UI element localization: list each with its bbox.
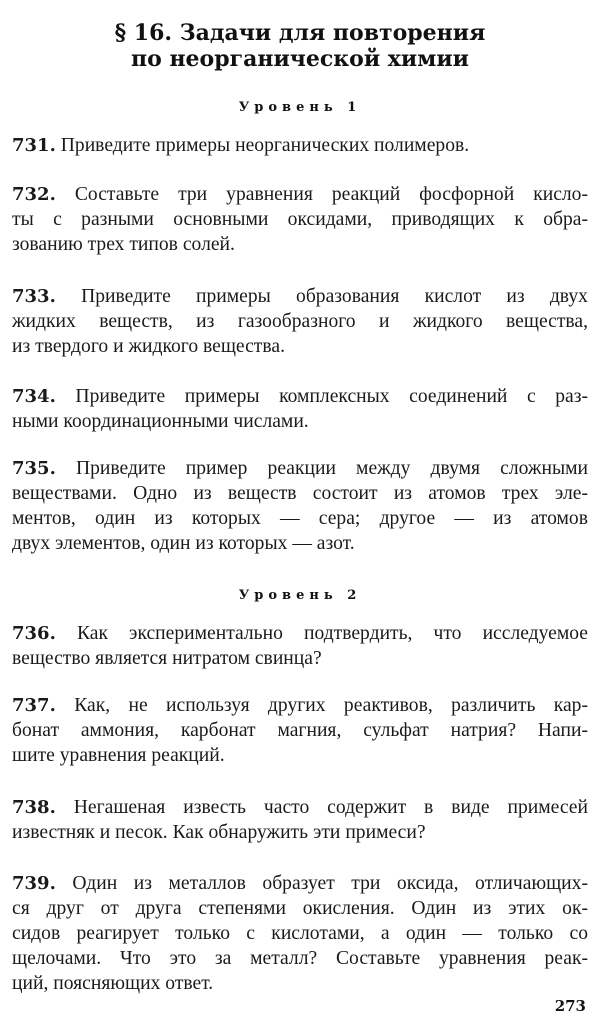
problem-line: ными координационными числами. bbox=[12, 411, 309, 432]
level-heading-2: Уровень 2 bbox=[238, 588, 362, 603]
problem-number: 735. bbox=[12, 458, 56, 479]
problem-line: 739. Один из металлов образует три оксида, отличающих- bbox=[12, 873, 588, 894]
problem-line: сидов реагирует только с кислотами, а один — только со bbox=[12, 923, 588, 944]
problem-line: 734. Приведите примеры комплексных соединений с раз- bbox=[12, 386, 588, 407]
problem-number: 732. bbox=[12, 184, 56, 205]
problem-line: щелочами. Что это за металл? Составьте уравнения реак- bbox=[12, 948, 588, 969]
level-heading-1: Уровень 1 bbox=[238, 100, 362, 115]
problem-line: 735. Приведите пример реакции между двумя сложными bbox=[12, 458, 588, 479]
problem-line: бонат аммония, карбонат магния, сульфат натрия? Напи- bbox=[12, 720, 588, 741]
problem-number: 733. bbox=[12, 286, 56, 307]
problem-line: ментов, один из которых — сера; другое — из атомов bbox=[12, 508, 588, 529]
problem-line: 733. Приведите примеры образования кислот из двух bbox=[12, 286, 588, 307]
problem-735 bbox=[12, 456, 588, 556]
problem-number: 734. bbox=[12, 386, 56, 407]
problem-line: зованию трех типов солей. bbox=[12, 234, 235, 255]
problem-line: 732. Составьте три уравнения реакций фосфорной кисло- bbox=[12, 184, 588, 205]
problem-736 bbox=[12, 621, 588, 671]
problem-number: 731. bbox=[12, 135, 56, 156]
problem-line: 737. Как, не используя других реактивов, различить кар- bbox=[12, 695, 588, 716]
problem-number: 738. bbox=[12, 797, 56, 818]
problem-line: двух элементов, один из которых — азот. bbox=[12, 533, 355, 554]
problem-733 bbox=[12, 284, 588, 359]
problem-line: веществами. Одно из веществ состоит из атомов трех эле- bbox=[12, 483, 588, 504]
section-title-line-2: по неорганической химии bbox=[131, 46, 469, 72]
section-title-line-1: § 16. Задачи для повторения bbox=[114, 20, 486, 46]
problem-line: ся друг от друга степенями окисления. Один из этих ок- bbox=[12, 898, 588, 919]
page-number: 273 bbox=[554, 997, 586, 1015]
problem-number: 739. bbox=[12, 873, 56, 894]
problem-number: 737. bbox=[12, 695, 56, 716]
problem-line: вещество является нитратом свинца? bbox=[12, 648, 322, 669]
problem-line: из твердого и жидкого вещества. bbox=[12, 336, 285, 357]
problem-line: ты с разными основными оксидами, приводящих к обра- bbox=[12, 209, 588, 230]
problem-line: шите уравнения реакций. bbox=[12, 745, 225, 766]
problem-line: известняк и песок. Как обнаружить эти примеси? bbox=[12, 822, 426, 843]
problem-line: 736. Как экспериментально подтвердить, что исследуемое bbox=[12, 623, 588, 644]
problem-line: ций, поясняющих ответ. bbox=[12, 973, 214, 994]
problem-line: 738. Негашеная известь часто содержит в виде примесей bbox=[12, 797, 588, 818]
problem-731 bbox=[12, 133, 588, 158]
problem-number: 736. bbox=[12, 623, 56, 644]
problem-739 bbox=[12, 871, 588, 996]
problem-line: жидких веществ, из газообразного и жидкого вещества, bbox=[12, 311, 588, 332]
problem-737 bbox=[12, 693, 588, 768]
problem-line: 731. Приведите примеры неорганических полимеров. bbox=[12, 135, 470, 156]
problem-734 bbox=[12, 384, 588, 434]
problem-732 bbox=[12, 182, 588, 257]
problem-738 bbox=[12, 795, 588, 845]
